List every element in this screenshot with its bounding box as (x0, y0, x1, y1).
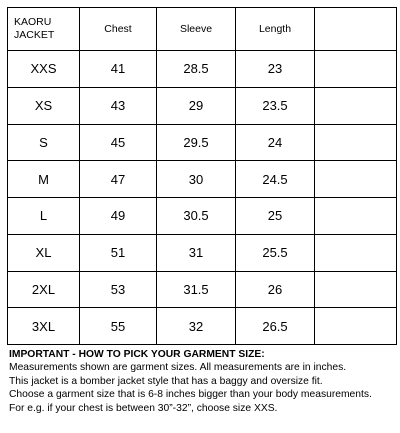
table-row (8, 198, 397, 235)
chest-cell: 47 (80, 161, 157, 198)
sleeve-cell: 31.5 (157, 271, 236, 308)
size-cell: L (8, 198, 80, 235)
empty-cell (315, 308, 397, 345)
header-empty (315, 8, 397, 51)
sleeve-cell: 30 (157, 161, 236, 198)
table-row (8, 308, 397, 345)
table-row (8, 271, 397, 308)
sleeve-cell: 31 (157, 234, 236, 271)
table-row (8, 87, 397, 124)
length-cell: 24 (236, 124, 315, 161)
empty-cell (315, 51, 397, 88)
length-cell: 25 (236, 198, 315, 235)
header-chest: Chest (80, 8, 157, 51)
header-sleeve: Sleeve (157, 8, 236, 51)
chest-cell: 45 (80, 124, 157, 161)
size-cell: 3XL (8, 308, 80, 345)
size-cell: XL (8, 234, 80, 271)
header-row (8, 8, 397, 51)
chest-cell: 53 (80, 271, 157, 308)
length-cell: 25.5 (236, 234, 315, 271)
notes-heading: IMPORTANT - HOW TO PICK YOUR GARMENT SIZE: (9, 349, 265, 360)
sleeve-cell: 29.5 (157, 124, 236, 161)
table-row (8, 51, 397, 88)
size-cell: XS (8, 87, 80, 124)
size-cell: XXS (8, 51, 80, 88)
empty-cell (315, 234, 397, 271)
chest-cell: 49 (80, 198, 157, 235)
table-row (8, 161, 397, 198)
table-row (8, 234, 397, 271)
chest-cell: 43 (80, 87, 157, 124)
length-cell: 26.5 (236, 308, 315, 345)
sleeve-cell: 30.5 (157, 198, 236, 235)
empty-cell (315, 124, 397, 161)
size-chart-header (8, 8, 397, 51)
notes-line: Choose a garment size that is 6-8 inches bigger than your body measurements. (9, 389, 372, 401)
length-cell: 23 (236, 51, 315, 88)
sizing-notes (9, 348, 394, 415)
sleeve-cell: 29 (157, 87, 236, 124)
empty-cell (315, 87, 397, 124)
length-cell: 26 (236, 271, 315, 308)
empty-cell (315, 271, 397, 308)
size-cell: 2XL (8, 271, 80, 308)
notes-line: This jacket is a bomber jacket style that has a baggy and oversize fit. (9, 375, 323, 387)
size-cell: S (8, 124, 80, 161)
size-cell: M (8, 161, 80, 198)
header-length: Length (236, 8, 315, 51)
notes-line: Measurements shown are garment sizes. All measurements are in inches. (9, 362, 347, 374)
sleeve-cell: 28.5 (157, 51, 236, 88)
chest-cell: 41 (80, 51, 157, 88)
chest-cell: 51 (80, 234, 157, 271)
table-row (8, 124, 397, 161)
sleeve-cell: 32 (157, 308, 236, 345)
length-cell: 24.5 (236, 161, 315, 198)
notes-line: For e.g. if your chest is between 30”-32”, choose size XXS. (9, 402, 278, 414)
empty-cell (315, 161, 397, 198)
empty-cell (315, 198, 397, 235)
chest-cell: 55 (80, 308, 157, 345)
size-chart-table (7, 7, 397, 345)
length-cell: 23.5 (236, 87, 315, 124)
header-product-name: KAORU JACKET (8, 8, 80, 51)
size-chart-body (8, 51, 397, 345)
